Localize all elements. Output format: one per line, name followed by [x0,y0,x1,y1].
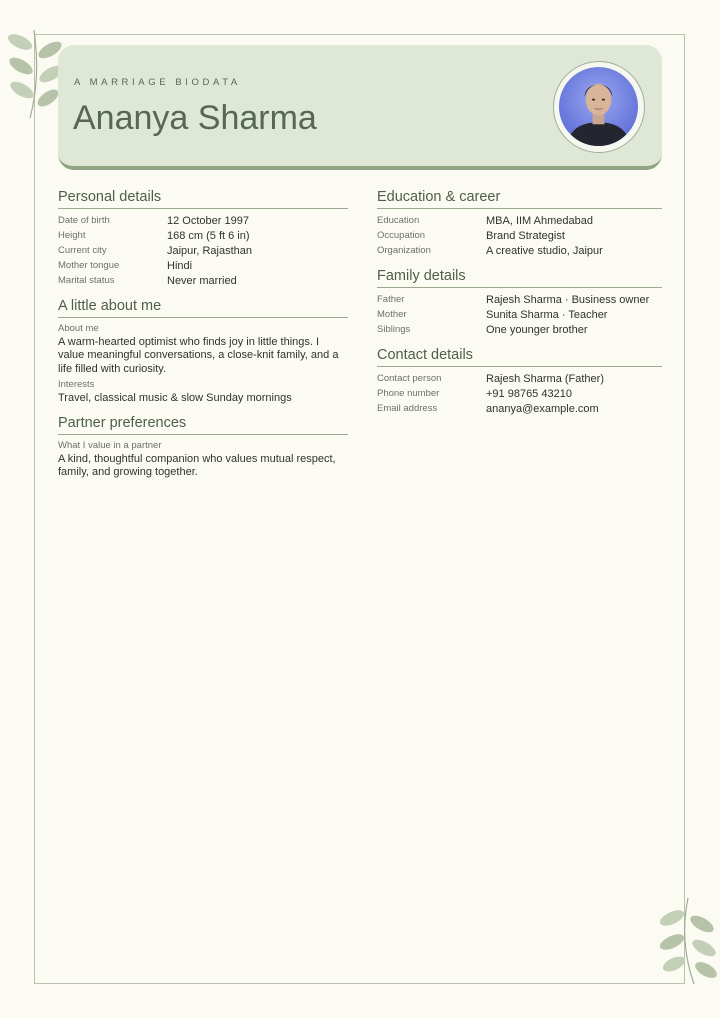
detail-value: 12 October 1997 [167,214,249,227]
detail-value: A creative studio, Jaipur [486,244,603,257]
detail-row [58,228,348,243]
partner-label: What I value in a partner [58,440,162,452]
detail-row [377,401,662,416]
detail-row [377,243,662,258]
about-section [58,297,348,405]
detail-row [377,228,662,243]
detail-label: Phone number [377,388,440,399]
detail-value: MBA, IIM Ahmedabad [486,214,593,227]
partner-preferences-section [58,414,348,480]
section-title: Contact details [377,346,662,367]
detail-label: Height [58,230,86,241]
detail-label: Current city [58,245,107,256]
detail-value: 168 cm (5 ft 6 in) [167,229,250,242]
personal-details-section [58,188,348,288]
section-title: Education & career [377,188,662,209]
partner-text: A kind, thoughtful companion who values mutual respect, family, and growing together. [58,453,336,479]
detail-row [58,258,348,273]
detail-label: Mother [377,309,407,320]
eyebrow-text: A MARRIAGE BIODATA [74,77,241,88]
contact-section [377,346,662,416]
profile-photo-frame [553,61,645,153]
interests-text: Travel, classical music & slow Sunday mornings [58,391,292,404]
detail-value: +91 98765 43210 [486,387,572,400]
left-column [58,188,348,489]
header-banner [58,45,662,170]
detail-row [58,273,348,288]
detail-value: One younger brother [486,323,588,336]
section-title: A little about me [58,297,348,318]
right-column [377,188,662,425]
about-text: A warm-hearted optimist who finds joy in little things. I value meaningful conversations, a close-knit family, and a life filled with curiosity. [58,336,339,375]
detail-label: Marital status [58,275,115,286]
detail-label: Contact person [377,373,442,384]
detail-row [377,386,662,401]
detail-row [58,213,348,228]
section-title: Family details [377,267,662,288]
email-link[interactable]: ananya@example.com [486,402,599,415]
detail-value: Jaipur, Rajasthan [167,244,252,257]
section-title: Partner preferences [58,414,348,435]
page-border [34,34,685,984]
profile-photo [559,67,638,146]
section-title: Personal details [58,188,348,209]
detail-label: Mother tongue [58,260,120,271]
detail-row [377,307,662,322]
detail-value: Brand Strategist [486,229,565,242]
about-label: About me [58,323,99,334]
detail-value: Rajesh Sharma (Father) [486,372,604,385]
detail-label: Occupation [377,230,426,241]
detail-value: Never married [167,274,237,287]
detail-label: Email address [377,403,438,414]
detail-row [377,292,662,307]
detail-value: Sunita Sharma · Teacher [486,308,608,321]
education-section [377,188,662,258]
detail-label: Organization [377,245,431,256]
detail-label: Siblings [377,324,411,335]
detail-label: Father [377,294,405,305]
detail-row [377,371,662,386]
detail-row [377,322,662,337]
detail-value: Hindi [167,259,193,272]
detail-row [58,243,348,258]
leaf-branch-icon [652,896,720,986]
interests-label: Interests [58,378,95,390]
detail-label: Date of birth [58,215,110,226]
detail-label: Education [377,215,420,226]
person-name: Ananya Sharma [73,99,317,137]
family-section [377,267,662,337]
detail-value: Rajesh Sharma · Business owner [486,293,650,306]
detail-row [377,213,662,228]
